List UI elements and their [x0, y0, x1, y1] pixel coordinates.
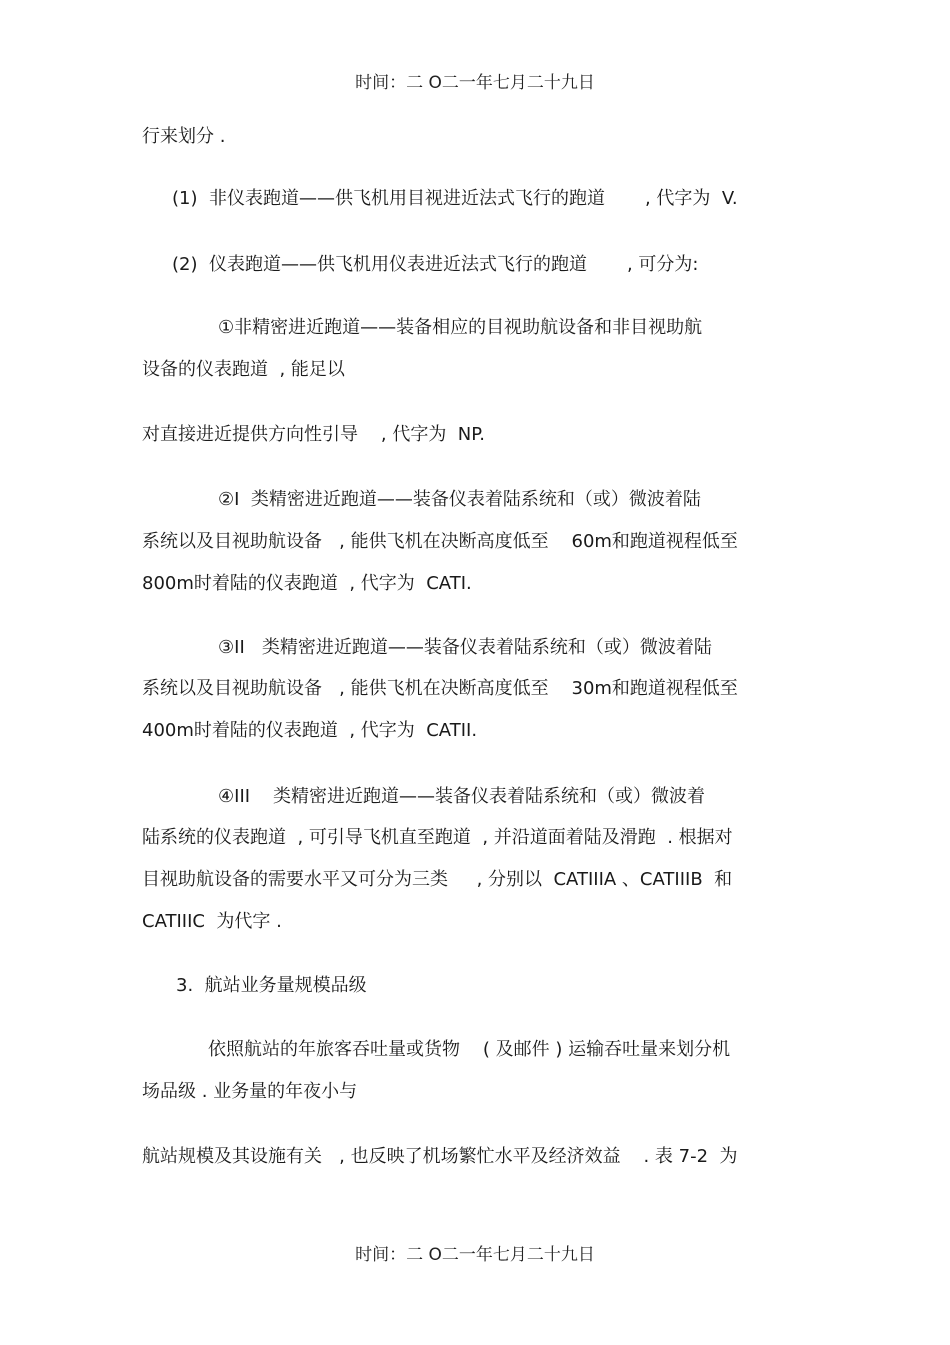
- body-line-10: ③II 类精密进近跑道——装备仪表着陆系统和（或）微波着陆: [218, 637, 712, 658]
- body-line-11: 系统以及目视助航设备 , 能供飞机在决断高度低至 30m和跑道视程低至: [142, 678, 738, 699]
- body-line-9: 800m时着陆的仪表跑道 , 代字为 CATI.: [142, 573, 472, 594]
- body-line-14: 陆系统的仪表跑道 , 可引导飞机直至跑道 , 并沿道面着陆及滑跑 . 根据对: [142, 827, 733, 848]
- body-line-1: 行来划分 .: [142, 126, 226, 147]
- body-line-8: 系统以及目视助航设备 , 能供飞机在决断高度低至 60m和跑道视程低至: [142, 531, 738, 552]
- body-line-20: 航站规模及其设施有关 , 也反映了机场繁忙水平及经济效益 . 表 7-2 为: [142, 1146, 738, 1167]
- body-line-13: ④III 类精密进近跑道——装备仪表着陆系统和（或）微波着: [218, 786, 705, 807]
- body-line-16: CATIIIC 为代字 .: [142, 911, 282, 932]
- body-line-7: ②I 类精密进近跑道——装备仪表着陆系统和（或）微波着陆: [218, 489, 701, 510]
- body-line-18: 依照航站的年旅客吞吐量或货物 ( 及邮件 ) 运输吞吐量来划分机: [208, 1039, 731, 1060]
- body-line-6: 对直接进近提供方向性引导 , 代字为 NP.: [142, 424, 486, 445]
- page-footer-date: 时间：二 O二一年七月二十九日: [355, 1245, 595, 1265]
- body-line-5: 设备的仪表跑道 , 能足以: [142, 359, 345, 380]
- section-heading: 3. 航站业务量规模品级: [176, 975, 367, 996]
- body-line-3: (2) 仪表跑道——供飞机用仪表进近法式飞行的跑道 , 可分为:: [172, 254, 699, 275]
- body-line-2: (1) 非仪表跑道——供飞机用目视进近法式飞行的跑道 , 代字为 V.: [172, 188, 738, 209]
- body-line-15: 目视助航设备的需要水平又可分为三类 , 分别以 CATIIIA 、CATIIIB 和: [142, 869, 733, 890]
- page-header-date: 时间：二 O二一年七月二十九日: [355, 73, 595, 93]
- body-line-19: 场品级 . 业务量的年夜小与: [142, 1081, 358, 1102]
- body-line-4: ①非精密进近跑道——装备相应的目视助航设备和非目视助航: [218, 317, 703, 338]
- body-line-12: 400m时着陆的仪表跑道 , 代字为 CATII.: [142, 720, 478, 741]
